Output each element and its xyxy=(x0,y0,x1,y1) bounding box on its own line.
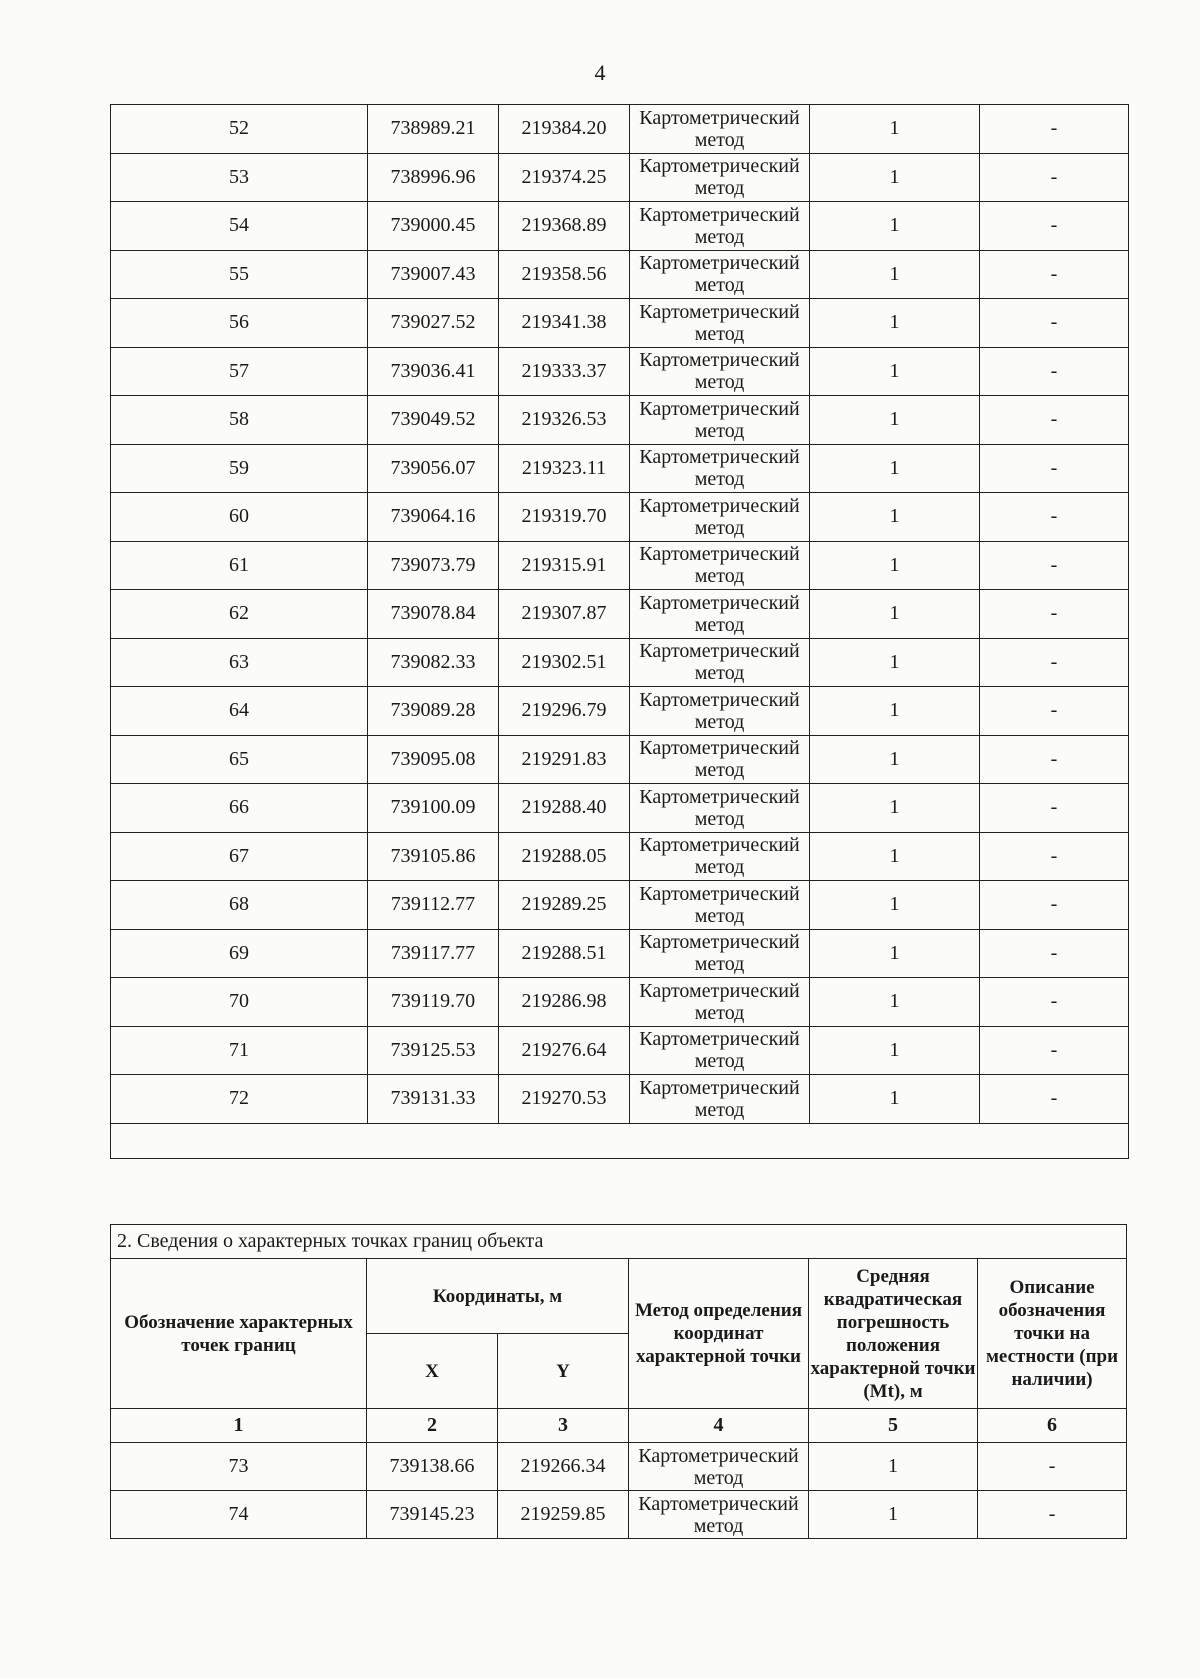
method-line-2: метод xyxy=(694,128,745,151)
page-number: 4 xyxy=(594,60,606,85)
coordinate-y: 219368.89 xyxy=(499,202,630,251)
method-cell xyxy=(630,784,810,833)
method-line-2: метод xyxy=(694,371,745,394)
coordinate-y: 219259.85 xyxy=(498,1491,629,1539)
coordinate-y: 219341.38 xyxy=(499,299,630,348)
point-description: - xyxy=(980,396,1129,445)
coordinate-y: 219288.51 xyxy=(499,929,630,978)
coordinate-y: 219286.98 xyxy=(499,978,630,1027)
method-line-1: Картометрический xyxy=(638,1444,799,1467)
coordinate-y: 219288.40 xyxy=(499,784,630,833)
method-cell xyxy=(630,105,810,154)
point-number: 62 xyxy=(111,590,368,639)
point-number: 67 xyxy=(111,832,368,881)
coordinate-x: 739007.43 xyxy=(368,250,499,299)
table-row xyxy=(111,299,1129,348)
method-cell xyxy=(630,687,810,736)
point-description: - xyxy=(980,784,1129,833)
method-cell xyxy=(630,929,810,978)
method-line-2: метод xyxy=(694,613,745,636)
point-description: - xyxy=(980,929,1129,978)
method-line-2: метод xyxy=(694,565,745,588)
coordinate-y: 219319.70 xyxy=(499,493,630,542)
mean-square-error: 1 xyxy=(810,202,980,251)
method-line-2: метод xyxy=(693,1466,744,1489)
mean-square-error: 1 xyxy=(810,250,980,299)
method-line-1: Картометрический xyxy=(639,591,800,614)
point-number: 58 xyxy=(111,396,368,445)
coordinate-y: 219266.34 xyxy=(498,1443,629,1491)
point-description: - xyxy=(980,687,1129,736)
method-cell xyxy=(630,347,810,396)
method-line-1: Картометрический xyxy=(639,349,800,372)
mean-square-error: 1 xyxy=(809,1443,978,1491)
coordinate-x: 739049.52 xyxy=(368,396,499,445)
column-number: 4 xyxy=(629,1409,809,1443)
coordinate-x: 738996.96 xyxy=(368,153,499,202)
point-description: - xyxy=(980,832,1129,881)
mean-square-error: 1 xyxy=(810,687,980,736)
method-line-1: Картометрический xyxy=(639,203,800,226)
method-line-2: метод xyxy=(694,516,745,539)
method-cell xyxy=(630,1075,810,1124)
method-cell xyxy=(630,493,810,542)
table-row xyxy=(111,1491,1127,1539)
coordinate-y: 219323.11 xyxy=(499,444,630,493)
method-line-2: метод xyxy=(694,807,745,830)
mean-square-error: 1 xyxy=(810,1075,980,1124)
point-description: - xyxy=(980,202,1129,251)
coordinate-x: 739100.09 xyxy=(368,784,499,833)
method-line-2: метод xyxy=(694,1050,745,1073)
column-number: 5 xyxy=(809,1409,978,1443)
mean-square-error: 1 xyxy=(810,347,980,396)
coordinate-x: 739112.77 xyxy=(368,881,499,930)
table-row xyxy=(111,590,1129,639)
header-coordinates: Координаты, м xyxy=(367,1259,629,1334)
point-description: - xyxy=(980,1075,1129,1124)
method-line-1: Картометрический xyxy=(639,931,800,954)
method-cell xyxy=(630,299,810,348)
mean-square-error: 1 xyxy=(810,444,980,493)
method-line-1: Картометрический xyxy=(639,543,800,566)
method-line-2: метод xyxy=(694,1098,745,1121)
method-line-1: Картометрический xyxy=(639,155,800,178)
header-y: Y xyxy=(498,1334,629,1409)
method-line-2: метод xyxy=(694,274,745,297)
point-description: - xyxy=(980,590,1129,639)
point-number: 70 xyxy=(111,978,368,1027)
method-cell xyxy=(630,444,810,493)
method-line-1: Картометрический xyxy=(639,882,800,905)
table-row xyxy=(111,444,1129,493)
table-row xyxy=(111,1075,1129,1124)
point-number: 66 xyxy=(111,784,368,833)
point-description: - xyxy=(980,105,1129,154)
method-line-1: Картометрический xyxy=(639,446,800,469)
point-description: - xyxy=(978,1491,1127,1539)
table-row xyxy=(111,493,1129,542)
mean-square-error: 1 xyxy=(810,396,980,445)
coordinate-y: 219270.53 xyxy=(499,1075,630,1124)
coordinate-y: 219307.87 xyxy=(499,590,630,639)
header-point: Обозначение характерных точек границ xyxy=(111,1259,367,1409)
coordinate-y: 219276.64 xyxy=(499,1026,630,1075)
mean-square-error: 1 xyxy=(810,978,980,1027)
point-number: 71 xyxy=(111,1026,368,1075)
point-number: 59 xyxy=(111,444,368,493)
point-number: 60 xyxy=(111,493,368,542)
method-line-2: метод xyxy=(694,953,745,976)
coordinate-x: 739056.07 xyxy=(368,444,499,493)
point-number: 65 xyxy=(111,735,368,784)
table-row xyxy=(111,881,1129,930)
table-row xyxy=(111,687,1129,736)
mean-square-error: 1 xyxy=(810,832,980,881)
coordinate-y: 219358.56 xyxy=(499,250,630,299)
method-line-2: метод xyxy=(694,759,745,782)
point-number: 52 xyxy=(111,105,368,154)
method-cell xyxy=(630,735,810,784)
point-description: - xyxy=(980,347,1129,396)
mean-square-error: 1 xyxy=(810,493,980,542)
mean-square-error: 1 xyxy=(810,784,980,833)
coordinate-y: 219296.79 xyxy=(499,687,630,736)
method-line-2: метод xyxy=(694,1001,745,1024)
points-table-continued xyxy=(110,104,1129,1159)
coordinate-x: 739000.45 xyxy=(368,202,499,251)
mean-square-error: 1 xyxy=(810,105,980,154)
coordinate-x: 739131.33 xyxy=(368,1075,499,1124)
coordinate-x: 738989.21 xyxy=(368,105,499,154)
table-row xyxy=(111,1443,1127,1491)
coordinate-y: 219315.91 xyxy=(499,541,630,590)
method-line-2: метод xyxy=(694,177,745,200)
table-row xyxy=(111,105,1129,154)
method-line-1: Картометрический xyxy=(638,1492,799,1515)
coordinate-y: 219384.20 xyxy=(499,105,630,154)
method-line-2: метод xyxy=(694,856,745,879)
method-cell xyxy=(630,250,810,299)
mean-square-error: 1 xyxy=(810,299,980,348)
coordinate-x: 739089.28 xyxy=(368,687,499,736)
coordinate-y: 219288.05 xyxy=(499,832,630,881)
header-method: Метод определения координат характерной точки xyxy=(629,1259,809,1409)
method-line-1: Картометрический xyxy=(639,785,800,808)
table-row xyxy=(111,735,1129,784)
point-description: - xyxy=(980,978,1129,1027)
coordinate-x: 739105.86 xyxy=(368,832,499,881)
table-row xyxy=(111,1026,1129,1075)
header-x: X xyxy=(367,1334,498,1409)
method-line-1: Картометрический xyxy=(639,834,800,857)
table-row xyxy=(111,202,1129,251)
method-line-1: Картометрический xyxy=(639,300,800,323)
point-description: - xyxy=(980,881,1129,930)
point-number: 54 xyxy=(111,202,368,251)
method-cell xyxy=(630,1026,810,1075)
method-cell xyxy=(630,978,810,1027)
coordinate-x: 739095.08 xyxy=(368,735,499,784)
method-cell xyxy=(630,541,810,590)
table-row xyxy=(111,396,1129,445)
table-row xyxy=(111,832,1129,881)
coordinate-y: 219302.51 xyxy=(499,638,630,687)
point-description: - xyxy=(980,493,1129,542)
column-number: 6 xyxy=(978,1409,1127,1443)
mean-square-error: 1 xyxy=(810,590,980,639)
method-cell xyxy=(630,153,810,202)
method-line-2: метод xyxy=(694,710,745,733)
coordinate-y: 219289.25 xyxy=(499,881,630,930)
method-line-2: метод xyxy=(694,662,745,685)
coordinate-x: 739117.77 xyxy=(368,929,499,978)
mean-square-error: 1 xyxy=(810,929,980,978)
point-number: 63 xyxy=(111,638,368,687)
coordinate-x: 739125.53 xyxy=(368,1026,499,1075)
table-row xyxy=(111,541,1129,590)
coordinate-y: 219374.25 xyxy=(499,153,630,202)
point-number: 55 xyxy=(111,250,368,299)
empty-cell xyxy=(111,1123,1129,1158)
table-row xyxy=(111,978,1129,1027)
point-number: 56 xyxy=(111,299,368,348)
mean-square-error: 1 xyxy=(810,153,980,202)
point-number: 74 xyxy=(111,1491,367,1539)
method-line-1: Картометрический xyxy=(639,640,800,663)
method-line-1: Картометрический xyxy=(639,688,800,711)
method-line-2: метод xyxy=(694,225,745,248)
point-description: - xyxy=(978,1443,1127,1491)
point-number: 57 xyxy=(111,347,368,396)
point-description: - xyxy=(980,250,1129,299)
method-line-1: Картометрический xyxy=(639,494,800,517)
point-description: - xyxy=(980,1026,1129,1075)
table-row xyxy=(111,638,1129,687)
coordinate-x: 739145.23 xyxy=(367,1491,498,1539)
method-line-2: метод xyxy=(694,322,745,345)
point-description: - xyxy=(980,541,1129,590)
method-cell xyxy=(630,590,810,639)
mean-square-error: 1 xyxy=(809,1491,978,1539)
coordinate-x: 739082.33 xyxy=(368,638,499,687)
point-number: 69 xyxy=(111,929,368,978)
method-line-2: метод xyxy=(693,1514,744,1537)
section-2-points-table xyxy=(110,1224,1127,1539)
header-mt: Средняя квадратическая погрешность положения характерной точки (Mt), м xyxy=(809,1259,978,1409)
method-line-1: Картометрический xyxy=(639,1076,800,1099)
mean-square-error: 1 xyxy=(810,1026,980,1075)
method-line-1: Картометрический xyxy=(639,397,800,420)
method-line-1: Картометрический xyxy=(639,106,800,129)
point-number: 68 xyxy=(111,881,368,930)
method-cell xyxy=(630,638,810,687)
point-description: - xyxy=(980,444,1129,493)
coordinate-x: 739027.52 xyxy=(368,299,499,348)
method-cell xyxy=(629,1491,809,1539)
point-description: - xyxy=(980,153,1129,202)
table-row xyxy=(111,347,1129,396)
coordinate-x: 739064.16 xyxy=(368,493,499,542)
point-description: - xyxy=(980,735,1129,784)
method-cell xyxy=(630,202,810,251)
point-description: - xyxy=(980,638,1129,687)
point-description: - xyxy=(980,299,1129,348)
column-number: 2 xyxy=(367,1409,498,1443)
mean-square-error: 1 xyxy=(810,881,980,930)
coordinate-x: 739036.41 xyxy=(368,347,499,396)
method-cell xyxy=(630,832,810,881)
column-number: 1 xyxy=(111,1409,367,1443)
point-number: 53 xyxy=(111,153,368,202)
mean-square-error: 1 xyxy=(810,638,980,687)
mean-square-error: 1 xyxy=(810,541,980,590)
method-line-1: Картометрический xyxy=(639,252,800,275)
table-row xyxy=(111,153,1129,202)
method-line-1: Картометрический xyxy=(639,1028,800,1051)
point-number: 72 xyxy=(111,1075,368,1124)
method-cell xyxy=(630,396,810,445)
section-title: 2. Сведения о характерных точках границ объекта xyxy=(111,1225,1127,1259)
point-number: 61 xyxy=(111,541,368,590)
empty-row xyxy=(111,1123,1129,1158)
method-cell xyxy=(629,1443,809,1491)
table-row xyxy=(111,250,1129,299)
method-cell xyxy=(630,881,810,930)
coordinate-y: 219326.53 xyxy=(499,396,630,445)
table-row xyxy=(111,929,1129,978)
coordinate-x: 739073.79 xyxy=(368,541,499,590)
point-number: 64 xyxy=(111,687,368,736)
method-line-2: метод xyxy=(694,904,745,927)
column-number: 3 xyxy=(498,1409,629,1443)
method-line-1: Картометрический xyxy=(639,737,800,760)
method-line-2: метод xyxy=(694,419,745,442)
header-description: Описание обозначения точки на местности (при наличии) xyxy=(978,1259,1127,1409)
coordinate-y: 219333.37 xyxy=(499,347,630,396)
method-line-2: метод xyxy=(694,468,745,491)
coordinate-x: 739138.66 xyxy=(367,1443,498,1491)
method-line-1: Картометрический xyxy=(639,979,800,1002)
mean-square-error: 1 xyxy=(810,735,980,784)
table-row xyxy=(111,784,1129,833)
coordinate-x: 739119.70 xyxy=(368,978,499,1027)
coordinate-x: 739078.84 xyxy=(368,590,499,639)
coordinate-y: 219291.83 xyxy=(499,735,630,784)
point-number: 73 xyxy=(111,1443,367,1491)
